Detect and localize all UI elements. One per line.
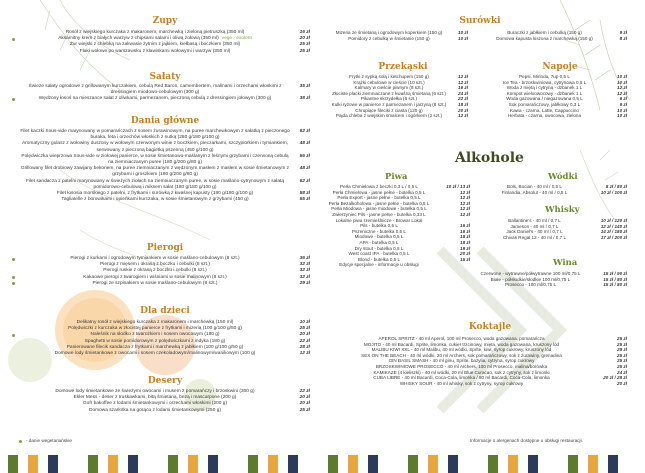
color-strip-block [408, 455, 418, 473]
menu-item-name: GIN BASIL SMASH - 40 ml ginu, Sprite, bazylia, cytryna, syrop cukrowy [388, 358, 535, 364]
menu-item-price: 36 zł [299, 256, 310, 261]
color-strip-block [8, 455, 18, 473]
menu-item-price: 12 zł [460, 211, 470, 217]
napoje-list [482, 74, 627, 119]
menu-item-name: Białe - półsłodkie/słodkie 100 ml/0,75 L [490, 276, 571, 282]
menu-item-price: 25 zł [299, 42, 310, 48]
menu-item-name: Pajda chleba z wiejskim smalcem i ogórkiem (2 szt.) [335, 113, 443, 119]
menu-item-name: Perła Export - jasne pełne - butelka 0,5 L [337, 195, 421, 201]
menu-item-name: Prosecco - 100 ml/0,75 L [504, 282, 557, 288]
menu-item-price: 20 zł / 28 zł [603, 375, 627, 381]
menu-item-price: 15 zł / 80 zł [603, 282, 627, 288]
menu-item-name: Domowa szarlotka na gorąco z lodami śmietankowymi (250 g) [89, 407, 221, 413]
menu-item-price: 12 zł [460, 195, 470, 201]
menu-item-price: 15 zł [460, 256, 470, 262]
menu-item-price: 9 zł [619, 101, 627, 107]
menu-item [20, 197, 310, 203]
menu-item [20, 408, 310, 414]
menu-item-name: Ekler Mess - deser z truskawkami, bitą śmietaną, bezą i mascarpone (200 g) [73, 395, 237, 401]
veg-legend: - danie wegetariańskie [26, 438, 72, 443]
menu-item-name: Chrupiące fileciki z ciasta (120 g) [355, 107, 423, 113]
menu-item-price: 22 zł [458, 96, 468, 102]
color-strip-block [228, 455, 238, 473]
color-strip-block [168, 455, 178, 473]
menu-item-name: Kawa - czarna, Latte, Cappuccino [510, 107, 579, 113]
menu-item-price: 10 zł [617, 113, 627, 119]
menu-item-price: 10 zł [617, 107, 627, 113]
section-title-dania: Dania główne [130, 116, 200, 126]
menu-item [482, 113, 627, 119]
menu-item-name: Grillowany filet drobiowy zawijany bekonem, na puree ziemniaczanym z wędzonym masłem z masłem w sosie śmietanowym z grzybami i groszkiem (180 g/200 g/80 g) [20, 166, 290, 178]
menu-item-name: Krążki cebulowe w cieście (10 szt.) [353, 79, 425, 85]
menu-item [20, 166, 310, 178]
menu-item-price: 24 zł [617, 369, 627, 375]
color-strip-block [448, 455, 458, 473]
menu-item-name: Pomidory z cebulką w śmietanie (150 g) [348, 35, 430, 41]
menu-item-name: Dry stout - butelka 0,5 L [354, 245, 404, 251]
przekaski-list [330, 74, 468, 119]
menu-item-name: Polędwiczki z kurczaka w złocistej panierce z frytkami i mizerią (100 g/100 g/50 g) [68, 326, 242, 332]
dania-list [20, 129, 310, 203]
menu-item-price: 48 zł [299, 141, 310, 147]
color-strip-block [348, 455, 358, 473]
menu-item-price: 38 zł [299, 96, 310, 102]
menu-item-price: 12 zł / 140 zł [600, 223, 627, 229]
color-strip-block [608, 455, 618, 473]
allergen-note: Informacje o alergenach dostępne u obsługi restauracji. [470, 438, 583, 443]
color-strip-block [88, 455, 98, 473]
menu-item-name: Woda gazowana / niegazowana 0,5 L [506, 96, 583, 102]
menu-item-price: 12 zł [617, 90, 627, 96]
menu-item-name: Złociste placki ziemniaczane z kwaśną śmietaną (6 szt.) [332, 90, 446, 96]
color-strip-block [128, 455, 138, 473]
menu-item-name: Kompot wieloowocowy - dzbanek 1 L [506, 90, 583, 96]
menu-item-name: Naleśnik na słodko z twarożkiem i sosem owocowym (180 g) [90, 332, 220, 338]
menu-item-price: 15 zł / 80 zł [603, 276, 627, 282]
menu-item-price: 20 zł [299, 332, 310, 338]
color-strip-block [148, 455, 158, 473]
menu-item-price: 10 zł [617, 79, 627, 85]
menu-item [20, 179, 310, 191]
menu-item-name: Tagliatelle z borowikami i opieńkami kurczaka, w sosie śmietanowym z grzybami (450 g) [61, 197, 249, 203]
menu-item [470, 282, 627, 288]
menu-item [20, 84, 310, 96]
menu-item [320, 262, 470, 268]
menu-item-price: 12 zł [460, 189, 470, 195]
menu-item-name: Miodowe - butelka 0,5 L [354, 234, 404, 240]
veg-dot-icon [12, 276, 15, 279]
color-strip-block [248, 455, 258, 473]
menu-item-price: 18 zł [458, 101, 468, 107]
color-strip-block [308, 455, 318, 473]
section-title-napoje: Napoje [542, 62, 578, 72]
veg-dot-icon [12, 98, 15, 101]
menu-item-name: Kakaowe pierogi z twarogiem i wiśniami w sosie malinowym (8 szt.) [83, 274, 227, 280]
section-title-desery: Desery [147, 376, 183, 386]
color-strip-block [388, 455, 398, 473]
surowki-left-list [330, 30, 468, 41]
menu-item-name: Aromatyczny gulasz z wołowiny duszony w wołowym czerwonym winie z boczkiem, pieczarkami, szczypiorkiem i tymiankiem, serwowany z pieczoną bagietką pszenną (450 g/100 g) [21, 141, 289, 153]
color-strip-block [428, 455, 438, 473]
color-strip-block [368, 455, 378, 473]
menu-item-price: 12 zł [460, 200, 470, 206]
menu-item-price: 17 zł / 200 zł [600, 234, 627, 240]
color-strip-block [268, 455, 278, 473]
section-title-alkohole: Alkohole [455, 150, 524, 166]
menu-item-price: 10 zł / 100 zł [600, 189, 627, 195]
pierogi-list [20, 256, 310, 287]
wina-list [470, 271, 627, 288]
veg-legend-dot-icon [19, 440, 22, 443]
color-strip-block [568, 455, 578, 473]
zupy-list [20, 30, 310, 55]
menu-item-price: 10 zł / 120 zł [600, 218, 627, 223]
menu-item-price: 14 zł / 180 zł [600, 229, 627, 235]
whisky-list [482, 218, 627, 240]
menu-item-price: 25 zł [617, 341, 627, 347]
koktajle-list [330, 336, 627, 386]
menu-item-name: Domowe lody śmietankowe ze świeżymi owocami i musem z pomarańczy i brzoskwini (300 g) [55, 389, 255, 394]
salaty-list [20, 84, 310, 103]
menu-item-price: 10 zł / 13 zł [446, 184, 470, 189]
section-title-wodki: Wódki [548, 172, 578, 182]
menu-item-price: 28 zł [617, 347, 627, 353]
menu-item-name: Żur wiejski z chlebką na zakwasie żytnim z jajkiem, kiełbasą i boczkiem (350 ml) [69, 42, 241, 48]
menu-item-name: Czerwone - wytrawne/półwytrawne 100 ml/0,75 L [480, 271, 581, 276]
menu-item-name: Gofr bakoffee z lodami śmietankowymi i orzechami włoskimi (200 g) [82, 401, 228, 407]
menu-item-price: 18 zł [460, 239, 470, 245]
menu-item-name: Polędwiczka wieprzowa Sous-vide w ziołowej panierce, w sosie śmietanowo-maślanym z leśnymi grzybami i czerwoną cebulą na ziemniaczanym puree (180 g/200 g/80 g) [21, 153, 289, 166]
menu-item-price: 20 zł [617, 380, 627, 386]
menu-item-name: Pszeniczne - butelka 0,5 L [352, 228, 406, 234]
menu-item [330, 381, 627, 387]
section-title-zupy: Zupy [152, 16, 178, 26]
menu-item-price: 25 zł [617, 336, 627, 341]
menu-item-price: 55 zł [299, 197, 310, 203]
menu-item [20, 154, 310, 166]
menu-item-price: 10 zł [299, 320, 310, 325]
menu-item-price: 18 zł [460, 234, 470, 240]
menu-item-name: Delikatny rosół z wiejskiego kurczaka z makaronem i marchewką (150 ml) [76, 320, 234, 325]
menu-item-price: 20 zł [460, 251, 470, 257]
section-title-surowki: Surówki [459, 16, 501, 26]
menu-item-name: Perła Miodowa - jasne miodowe - butelka 0,5 L [331, 206, 427, 212]
menu-item-name: Flaki wołowe po warszawsku z klawiskami wołowymi i warzyw (350 ml) [79, 48, 231, 54]
menu-item-name: Filet kaczki Sous-vide marynowany w pomarańczach z sosem żurawinowym, na puree marchewkowym z sałatką z pieczonego buraka, feta i orzechów włoskich z nutką (280 g/180 g/100 g) [20, 129, 290, 141]
menu-item-name: WHISKY SOUR - 40 ml whisky, sok z cytryny, syrop cukrowy [399, 380, 524, 386]
menu-item-price: 12 zł [458, 74, 468, 79]
menu-item-price: 35 zł [299, 84, 310, 89]
piwa-list [320, 184, 470, 268]
color-strip-block [28, 455, 38, 473]
desery-list [20, 389, 310, 414]
menu-item-price: 62 zł [299, 178, 310, 184]
menu-item-name: Pierogi z mięsem i okrasą z boczku i cebulki (8 szt.) [100, 262, 210, 268]
veg-dot-icon [12, 38, 15, 41]
menu-item [20, 141, 310, 153]
menu-item-name: Pierogi ruskie z okrasą z boczku i cebulki (8 szt.) [103, 268, 207, 274]
menu-item-price: 48 zł [299, 166, 310, 172]
menu-item-name: Ballantine's - 40 ml / 0,7 L [508, 218, 561, 223]
veg-dot-icon [12, 282, 15, 285]
color-strip-block [188, 455, 198, 473]
menu-item-name: Mizeria ze śmietaną i ogrodowym koperkiem (150 g) [335, 30, 443, 35]
veg-dot-icon [12, 258, 15, 261]
section-title-whisky: Whisky [545, 205, 580, 215]
menu-item-name: Perła Chmielowa - jasne pełne - butelka 0,5 L [332, 189, 426, 195]
menu-item-price: 12 zł [460, 206, 470, 212]
color-strip-block [628, 455, 638, 473]
color-strip-block [48, 455, 58, 473]
menu-item-price: 29 zł [299, 280, 310, 286]
menu-item-name: MOJITO - 40 ml Bacardi, Sprite, limonka, cukier trzcinowy, mięta, woda gazowana, kruszony lód [363, 341, 560, 347]
menu-item-name: Domowa kapusta kiszona z marchewką (150 g) [496, 35, 593, 41]
menu-item-price: 28 zł [299, 344, 310, 350]
menu-item-price: 16 zł [460, 223, 470, 229]
menu-item-name: Herbata - czarna, owocowa, zielona [507, 113, 582, 119]
wodki-list [482, 184, 627, 195]
menu-item-price: 15 zł / 90 zł [603, 271, 627, 276]
menu-item-name: MALIBU KIWI XXL - 40 ml Malibu, 40 ml wódki, Sprite, kiwi, syrop cukrowy, kruszony lód [371, 347, 552, 353]
menu-item-price: 22 zł [299, 389, 310, 394]
color-strip-block [288, 455, 298, 473]
color-strip-block [468, 455, 478, 473]
menu-item-price: 56 zł [299, 153, 310, 159]
menu-item-price: 25 zł [299, 48, 310, 54]
menu-item-price: 20 zł [299, 36, 310, 42]
section-title-salaty: Sałaty [149, 72, 181, 82]
menu-item-name: Lokalne piwa rzemieślnicze - Browar Lokal [335, 217, 423, 223]
surowki-right-list [482, 30, 627, 41]
menu-item-tag: vege · exolent [221, 36, 252, 42]
menu-item-name: APA - butelka 0,5 L [359, 239, 399, 245]
color-strip-block [528, 455, 538, 473]
menu-item-name: Filet łososia morskiego z patelni, z frytkami i surówką z kwaśnej kapusty (180 g/180 g/100 g) [56, 191, 254, 197]
menu-item-price: 25 zł [617, 352, 627, 358]
menu-item-price: 32 zł [299, 268, 310, 274]
color-strip-block [588, 455, 598, 473]
menu-item-price: 8 zł / 80 zł [605, 184, 627, 189]
menu-item-price: 10 zł [617, 74, 627, 79]
menu-item-name: Świeże sałaty ogrodowe z grillowanym kurczakiem, cebulą Red Baron, camembertem, malinami i orzechami włoskimi z dressingiem miodowo-cebulowym (300 g) [28, 84, 282, 96]
menu-item-name: Jameson - 40 ml / 0,7 L [510, 223, 559, 229]
menu-item-price: 9 zł [619, 30, 627, 35]
menu-item-price: 25 zł [617, 358, 627, 364]
section-title-pierogi: Pierogi [146, 243, 184, 253]
menu-item-price: 19 zł [460, 245, 470, 251]
section-title-wina: Wina [553, 258, 578, 268]
menu-item-name: West coast IPA - butelka 0,5 L [348, 251, 410, 257]
menu-item [20, 96, 310, 102]
menu-item-name: Pils - butelka 0,5 L [360, 223, 398, 229]
menu-item-price: 12 zł [617, 85, 627, 91]
menu-item-price: 24 zł [458, 90, 468, 96]
menu-item [330, 36, 468, 42]
menu-item-name: Edycje specjalne - informacje u obsługi [339, 262, 419, 268]
menu-item-price: 16 zł [458, 85, 468, 91]
menu-item [20, 281, 310, 287]
menu-item-price: 22 zł [299, 338, 310, 344]
color-strip-block [548, 455, 558, 473]
menu-item-name: Perła Bezalkoholowa - jasne pełne - butelka 0,5 L [328, 200, 430, 206]
menu-item-name: CUBA LIBRE - 40 ml Bacardi, Coca-Cola, limonka / 80 ml Bacardi, Coca-Cola, limonka [373, 375, 550, 381]
menu-item-price: 62 zł [299, 129, 310, 134]
menu-item-price: 8 zł [619, 35, 627, 41]
menu-item [482, 36, 627, 42]
menu-item-name: Ice Tea - brzoskwiniowa, cytrynowa 0,5 L [502, 79, 587, 85]
color-strip-block [328, 455, 338, 473]
menu-item-price: 10 zł [458, 30, 468, 35]
menu-item-price: 20 zł [299, 395, 310, 401]
menu-item [20, 351, 310, 357]
menu-item-name: Pierogi z kurkami i ogrodowym tymiankiem w sosie maślano-cebulowym (8 szt.) [70, 256, 240, 261]
menu-item-price: 6 zł [619, 96, 627, 102]
menu-item-price: 12 zł [458, 79, 468, 85]
menu-item-name: Rosół z wiejskiego kurczaka z makaronem, marchewką i zieloną pietruszką (350 ml) [65, 30, 245, 35]
menu-item-name: BRZOSKWINIOWE PROSECCO - 40 ml Archers, 100 ml Prosecco, malina/borówka [375, 363, 548, 369]
menu-item-name: Pierogi ze szpinakiem w sosie maślano-cebulowym (8 szt.) [92, 280, 218, 286]
menu-item-price: 25 zł [299, 326, 310, 332]
color-strip-block [68, 455, 78, 473]
menu-item-price: 20 zł [299, 401, 310, 407]
menu-item-name: Panierowane filecik sandacza z frytkami i marchewką z jabłkiem (100 g/100 g/50 g) [66, 344, 244, 350]
menu-item [20, 129, 310, 141]
menu-item-name: Blond - butelka 0,5 L [357, 256, 401, 262]
menu-item-name: Aksamitny krem z białych warzyw z chipsami salami i oliwą żołową (350 ml) vege · exolent [58, 36, 252, 42]
menu-item [482, 235, 627, 241]
menu-item-price: 16 zł [460, 228, 470, 234]
menu-item-price: 32 zł [299, 274, 310, 280]
menu-item-price: 16 zł [299, 30, 310, 35]
menu-item-name: Jack Daniel's - 40 ml / 0,7 L [506, 229, 563, 235]
color-strip-block [488, 455, 498, 473]
menu-item-name: Woda z miętą i cytryną - dzbanek 1 L [506, 85, 583, 91]
menu-item-price: 10 zł [458, 35, 468, 41]
menu-item [330, 113, 468, 119]
menu-item-price: 20 zł [458, 107, 468, 113]
menu-item-name: Bols, Bocian - 40 ml / 0,5 L [507, 184, 562, 189]
menu-item-price: 58 zł [299, 191, 310, 197]
menu-item-name: Sok pomarańczowy, jabłkowy 0,3 L [508, 101, 581, 107]
section-title-koktajle: Koktajle [468, 322, 512, 332]
menu-item-name: Perła Chmielowa z beczki 0,3 L / 0,5 L [340, 184, 418, 189]
menu-item-name: Buraczki z jabłkiem i cebulką (150 g) [507, 30, 582, 35]
menu-item-price: 25 zł [617, 363, 627, 369]
section-title-dzieci: Dla dzieci [140, 306, 190, 316]
menu-item-name: Pikantne skrzydełka (6 szt.) [360, 96, 418, 102]
menu-item-name: Domowe lody śmietankowe z owocami i sosem czekoladowym/malinowym/waniliowym (100 g) [54, 351, 256, 357]
section-title-przekaski: Przekąski [378, 62, 428, 72]
menu-item-name: Pepsi, Mirinda, 7up 0,5 L [519, 74, 570, 79]
dzieci-list [20, 320, 310, 357]
menu-item-name: Spaghetti w sosie pomidorowym z polędwiczkami z indyka (180 g) [84, 338, 226, 344]
menu-item-name: Finlandia, Absolut - 40 ml / 0,5 L [501, 189, 568, 195]
color-strip-block [508, 455, 518, 473]
menu-item-name: Wędzony łosoś na mieszance sałat z oliwkami, parmezanem, pieczoną cebulą z dressingiem jołowym (300 g) [38, 96, 272, 102]
menu-item [20, 49, 310, 55]
menu-item-price: 12 zł [458, 113, 468, 119]
menu-item-name: Frytki z sypką solą i ketchupem (150 g) [349, 74, 429, 79]
menu-item-name: Kalmary w cieście piwnym (8 szt.) [354, 85, 424, 91]
color-strip-block [108, 455, 118, 473]
menu-item-name: KAMIKAZE (4 kieliszki) - 40 ml wódki, 20 ml Blue Curacao, sok z cytryny, sok z limonki [373, 369, 550, 375]
menu-item-price: 25 zł [299, 407, 310, 413]
section-title-piwa: Piwa [385, 172, 408, 182]
menu-item [482, 190, 627, 196]
veg-dot-icon [12, 334, 15, 337]
menu-item-name: Kulki ryżowe w panierce z parmezanem i jarzyną (8 szt.) [331, 101, 447, 107]
menu-item-name: Zwierzyniec Pils - jasne pełne - butelka 0,33 L [332, 211, 426, 217]
menu-item-name: SEX ON THE BEACH - 40 ml wódki, 20 ml Archers, sok pomarańczowy, sok z żurawiny, grenadina [361, 352, 562, 358]
menu-item-name: Chivas Regal 12 - 40 ml / 0,7 L [502, 234, 567, 240]
menu-item-name: Filet sandacza z patelni marynowany w świeżych ziołach na ziemniaczanym puree, w sosie maślano-cytrynowym z sałatą pomidorowo-cebulową i miksem sałat (180 g/180 g/100 g) [25, 178, 285, 190]
menu-item-price: 12 zł [299, 351, 310, 357]
menu-item-name: APEROL SPRITZ - 40 ml Aperol, 100 ml Prosecco, woda gazowana, pomarańcza [378, 336, 545, 341]
color-strip-block [208, 455, 218, 473]
menu-item-price: 32 zł [299, 262, 310, 268]
